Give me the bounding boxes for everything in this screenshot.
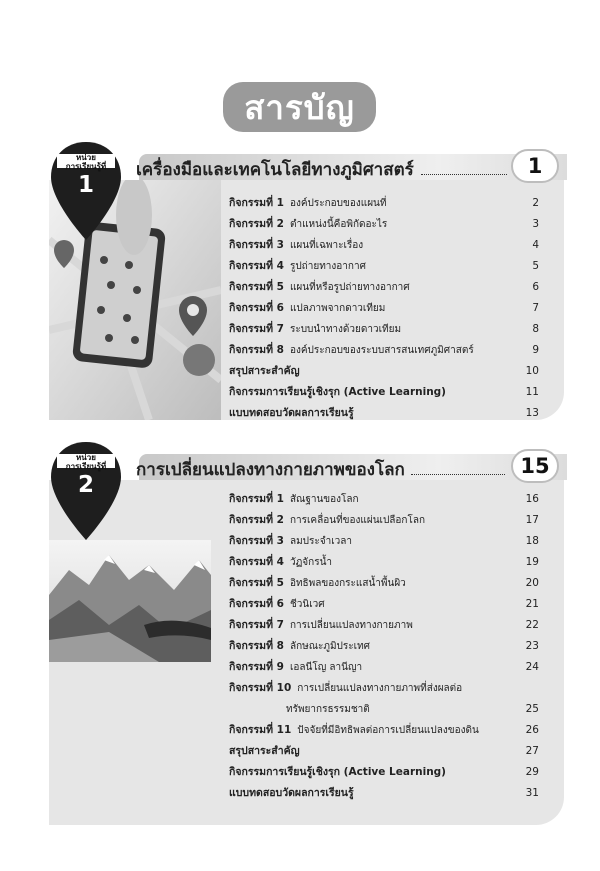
- toc-row[interactable]: กิจกรรมที่ 2 ตำแหน่งนี้คือพิกัดอะไร 3: [229, 218, 539, 230]
- unit-1-leader-dots: [421, 174, 507, 175]
- toc-row[interactable]: กิจกรรมที่ 9 เอลนีโญ ลานีญา 24: [229, 661, 539, 673]
- toc-row[interactable]: สรุปสาระสำคัญ 10: [229, 365, 539, 377]
- toc-row[interactable]: กิจกรรมที่ 5 อิทธิพลของกระแสน้ำพื้นผิว 20: [229, 577, 539, 589]
- toc-row[interactable]: กิจกรรมที่ 3 แผนที่เฉพาะเรื่อง 4: [229, 239, 539, 251]
- unit-2-page-badge: 15: [511, 449, 559, 483]
- toc-row[interactable]: กิจกรรมที่ 10 การเปลี่ยนแปลงทางกายภาพที่ส่งผลต่อ: [229, 682, 463, 694]
- toc-row[interactable]: แบบทดสอบวัดผลการเรียนรู้ 13: [229, 407, 539, 419]
- unit-1-pin: [49, 140, 123, 242]
- toc-row[interactable]: กิจกรรมที่ 1 องค์ประกอบของแผนที่ 2: [229, 197, 539, 209]
- unit-2-number: 2: [77, 472, 94, 498]
- unit-1-title: เครื่องมือและเทคโนโลยีทางภูมิศาสตร์: [136, 160, 414, 180]
- toc-row[interactable]: กิจกรรมที่ 8 องค์ประกอบของระบบสารสนเทศภูมิศาสตร์ 9: [229, 344, 539, 356]
- unit-1-page-badge: 1: [511, 149, 559, 183]
- unit-1-section: [49, 140, 564, 420]
- toc-row[interactable]: กิจกรรมที่ 5 แผนที่หรือรูปถ่ายทางอากาศ 6: [229, 281, 539, 293]
- toc-row[interactable]: กิจกรรมที่ 8 ลักษณะภูมิประเทศ 23: [229, 640, 539, 652]
- toc-row[interactable]: กิจกรรมที่ 4 วัฏจักรน้ำ 19: [229, 556, 539, 568]
- unit-2-pin: [49, 440, 123, 542]
- toc-row-continuation[interactable]: ทรัพยากรธรรมชาติ 25: [286, 703, 539, 715]
- toc-row[interactable]: กิจกรรมการเรียนรู้เชิงรุก (Active Learning) 29: [229, 766, 539, 778]
- toc-row[interactable]: กิจกรรมที่ 11 ปัจจัยที่มีอิทธิพลต่อการเปลี่ยนแปลงของดิน 26: [229, 724, 539, 736]
- unit-2-photo-mountains: [49, 540, 211, 662]
- toc-row[interactable]: สรุปสาระสำคัญ 27: [229, 745, 539, 757]
- toc-row[interactable]: กิจกรรมที่ 7 การเปลี่ยนแปลงทางกายภาพ 22: [229, 619, 539, 631]
- unit-1-label: หน่วย การเรียนรู้ที่: [65, 153, 107, 171]
- page-title: สารบัญ: [223, 82, 376, 132]
- toc-row[interactable]: กิจกรรมที่ 7 ระบบนำทางด้วยดาวเทียม 8: [229, 323, 539, 335]
- unit-2-label: หน่วย การเรียนรู้ที่: [65, 453, 107, 471]
- toc-row[interactable]: กิจกรรมที่ 6 แปลภาพจากดาวเทียม 7: [229, 302, 539, 314]
- toc-row[interactable]: กิจกรรมที่ 1 สัณฐานของโลก 16: [229, 493, 539, 505]
- toc-row[interactable]: กิจกรรมที่ 6 ชีวนิเวศ 21: [229, 598, 539, 610]
- unit-2-leader-dots: [411, 474, 505, 475]
- toc-row[interactable]: กิจกรรมที่ 4 รูปถ่ายทางอากาศ 5: [229, 260, 539, 272]
- unit-2-section: [49, 440, 564, 799]
- toc-row[interactable]: กิจกรรมที่ 3 ลมประจำเวลา 18: [229, 535, 539, 547]
- unit-2-title: การเปลี่ยนแปลงทางกายภาพของโลก: [136, 460, 405, 480]
- unit-1-number: 1: [77, 172, 94, 198]
- toc-row[interactable]: กิจกรรมที่ 2 การเคลื่อนที่ของแผ่นเปลือกโลก 17: [229, 514, 539, 526]
- toc-row[interactable]: แบบทดสอบวัดผลการเรียนรู้ 31: [229, 787, 539, 799]
- toc-row[interactable]: กิจกรรมการเรียนรู้เชิงรุก (Active Learning) 11: [229, 386, 539, 398]
